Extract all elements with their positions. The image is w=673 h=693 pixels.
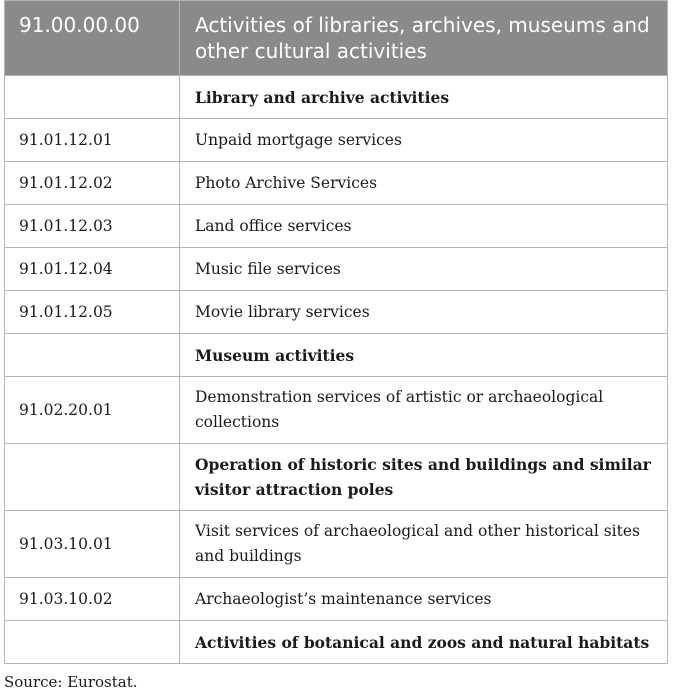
activities-table	[4, 0, 668, 664]
description-cell: Visit services of archaeological and other historical sites and buildings	[180, 511, 668, 578]
code-cell	[5, 334, 180, 377]
table-row	[5, 119, 668, 162]
code-cell: 91.01.12.03	[5, 205, 180, 248]
description-cell: Land office services	[180, 205, 668, 248]
code-cell: 91.03.10.01	[5, 511, 180, 578]
section-row	[5, 444, 668, 511]
section-heading: Museum activities	[180, 334, 668, 377]
section-heading: Activities of botanical and zoos and natural habitats	[180, 621, 668, 664]
section-row	[5, 76, 668, 119]
table-row	[5, 291, 668, 334]
table-row	[5, 578, 668, 621]
description-cell: Unpaid mortgage services	[180, 119, 668, 162]
source-note: Source: Eurostat.	[4, 673, 138, 691]
description-cell: Music file services	[180, 248, 668, 291]
description-cell: Archaeologist’s maintenance services	[180, 578, 668, 621]
header-title: Activities of libraries, archives, museums and other cultural activities	[180, 1, 668, 76]
description-cell: Photo Archive Services	[180, 162, 668, 205]
description-cell: Demonstration services of artistic or archaeological collections	[180, 377, 668, 444]
header-code: 91.00.00.00	[5, 1, 180, 76]
table-header-row	[5, 1, 668, 76]
code-cell: 91.01.12.04	[5, 248, 180, 291]
code-cell	[5, 444, 180, 511]
section-heading: Operation of historic sites and buildings and similar visitor attraction poles	[180, 444, 668, 511]
code-cell	[5, 76, 180, 119]
code-cell: 91.01.12.05	[5, 291, 180, 334]
code-cell: 91.01.12.01	[5, 119, 180, 162]
section-row	[5, 621, 668, 664]
code-cell: 91.02.20.01	[5, 377, 180, 444]
table-row	[5, 248, 668, 291]
code-cell: 91.03.10.02	[5, 578, 180, 621]
description-cell: Movie library services	[180, 291, 668, 334]
table-row	[5, 162, 668, 205]
section-row	[5, 334, 668, 377]
table-row	[5, 377, 668, 444]
section-heading: Library and archive activities	[180, 76, 668, 119]
code-cell: 91.01.12.02	[5, 162, 180, 205]
table-row	[5, 511, 668, 578]
table-row	[5, 205, 668, 248]
code-cell	[5, 621, 180, 664]
